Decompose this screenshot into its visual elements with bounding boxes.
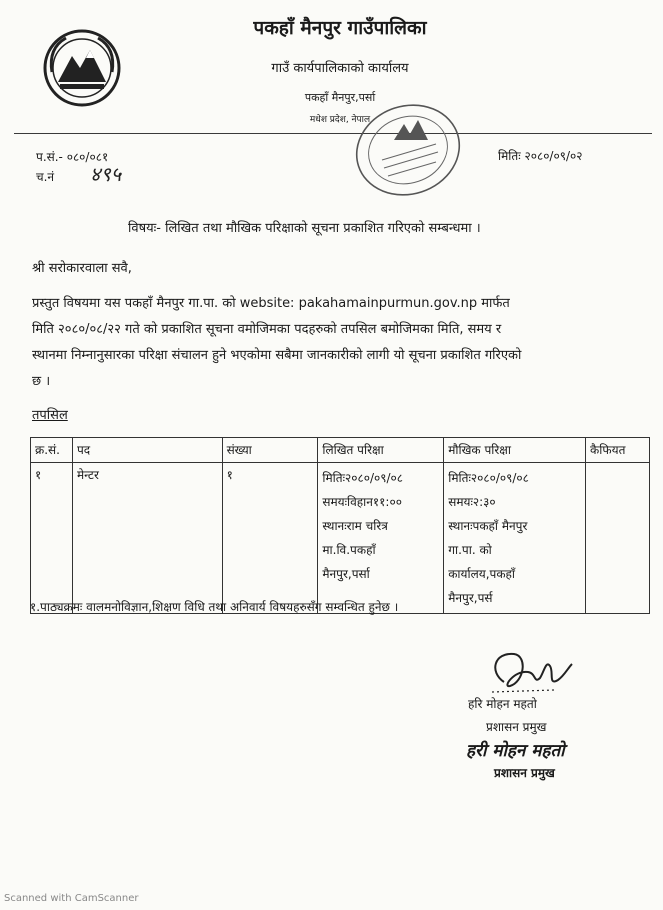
schedule-heading: तपसिल <box>32 408 68 423</box>
column-header: कैफियत <box>586 438 650 463</box>
reference-number: प.सं.- ०८०/०८१ <box>36 150 109 164</box>
letter-date: मितिः २०८०/०९/०२ <box>498 149 583 163</box>
oral-date: मितिः२०८०/०९/०८ <box>448 471 529 485</box>
cell-post: मेन्टर <box>72 463 222 614</box>
table-row <box>31 463 650 614</box>
oral-venue-4: मैनपुर,पर्स <box>448 591 493 605</box>
written-time: समयःविहान११:०० <box>322 495 402 509</box>
municipality-title: पकहाँ मैनपुर गाउँपालिका <box>253 17 427 39</box>
cell-remarks <box>586 463 650 614</box>
office-province: मधेश प्रदेश, नेपाल <box>309 115 371 125</box>
seal-name: हरी मोहन महतो <box>466 741 565 761</box>
exam-schedule-table <box>30 437 650 614</box>
signatory-title: प्रशासन प्रमुख <box>486 720 547 734</box>
cell-oral-exam <box>444 463 586 614</box>
signatory-name: हरि मोहन महतो <box>468 697 537 711</box>
written-date: मितिः२०८०/०९/०८ <box>322 471 404 485</box>
dispatch-label: च.नं <box>36 170 55 184</box>
written-venue-2: मा.वि.पकहाँ <box>322 543 376 557</box>
office-address: पकहाँ मैनपुर,पर्सा <box>304 91 376 104</box>
written-venue: स्थानःराम चरित्र <box>322 519 388 533</box>
oral-venue-3: कार्यालय,पकहाँ <box>448 567 516 581</box>
column-header: लिखित परिक्षा <box>318 438 444 463</box>
syllabus-footnote: १.पाठ्यक्रमः वालमनोविज्ञान,शिक्षण विधि तथा अनिवार्य विषयहरुसँग सम्वन्धित हुनेछ । <box>30 600 399 614</box>
column-header: मौखिक परिक्षा <box>444 438 586 463</box>
oral-time: समयः२:३० <box>448 495 496 509</box>
header-divider <box>14 133 652 134</box>
cell-count: १ <box>222 463 318 614</box>
written-venue-3: मैनपुर,पर्सा <box>322 567 370 581</box>
body-line-1: प्रस्तुत विषयमा यस पकहाँ मैनपुर गा.पा. को website: pakahamainpurmun.gov.np मार्फत <box>32 296 510 311</box>
oral-venue: स्थानःपकहाँ मैनपुर <box>448 519 528 533</box>
column-header: पद <box>72 438 222 463</box>
body-line-3: स्थानमा निम्नानुसारका परिक्षा संचालन हुने भएकोमा सबैमा जानकारीको लागी यो सूचना प्रकाशित गरिएको <box>32 348 522 363</box>
handwritten-signature-icon <box>484 642 574 702</box>
body-line-2: मिति २०८०/०८/२२ गते को प्रकाशित सूचना वमोजिमका पदहरुको तपसिल बमोजिमका मिति, समय र <box>32 322 502 337</box>
column-header: संख्या <box>222 438 318 463</box>
seal-title: प्रशासन प्रमुख <box>494 766 555 780</box>
oral-venue-2: गा.पा. को <box>448 543 492 557</box>
camscanner-watermark: Scanned with CamScanner <box>4 893 139 904</box>
office-stamp-icon <box>352 100 464 200</box>
body-line-4: छ । <box>32 374 51 389</box>
table-header-row <box>31 438 650 463</box>
cell-serial: १ <box>31 463 73 614</box>
office-name: गाउँ कार्यपालिकाको कार्यालय <box>271 61 409 76</box>
column-header: क्र.सं. <box>31 438 73 463</box>
letter-subject: विषयः- लिखित तथा मौखिक परिक्षाको सूचना प्रकाशित गरिएको सम्बन्धमा । <box>128 221 481 236</box>
dispatch-number: ४९५ <box>90 162 122 186</box>
cell-written-exam <box>318 463 444 614</box>
salutation: श्री सरोकारवाला सवै, <box>32 261 132 276</box>
municipality-emblem-icon <box>42 28 122 108</box>
